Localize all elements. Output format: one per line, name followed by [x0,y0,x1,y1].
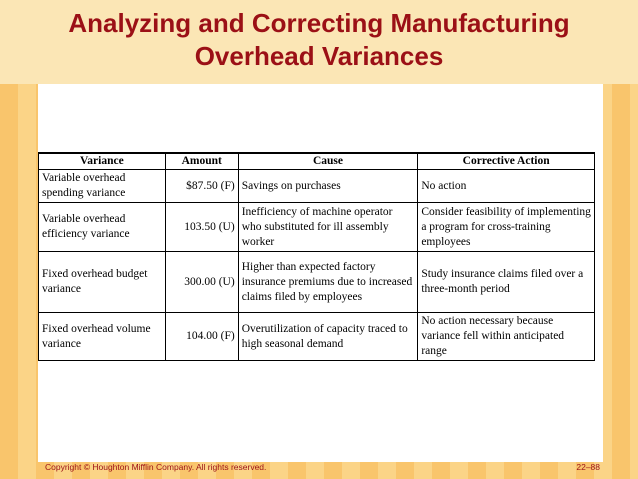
variance-cell: Variable overhead efficiency variance [39,203,166,252]
action-cell: No action [418,170,595,203]
slide-title [30,7,608,73]
amount-cell: 300.00 (U) [165,252,238,313]
title-line-1: Analyzing and Correcting Manufacturing [68,8,570,38]
amount-cell: $87.50 (F) [165,170,238,203]
title-line-2: Overhead Variances [194,41,444,71]
variance-cell: Variable overhead spending variance [39,170,166,203]
amount-cell: 104.00 (F) [165,313,238,361]
header-amount: Amount [165,153,238,170]
header-corrective-action: Corrective Action [418,153,595,170]
page-number: 22–88 [576,462,600,472]
header-variance: Variance [39,153,166,170]
header-cause: Cause [238,153,418,170]
action-cell: Consider feasibility of implementing a program for cross-training employees [418,203,595,252]
table-row [39,252,595,313]
variance-cell: Fixed overhead budget variance [39,252,166,313]
content-panel [38,84,603,462]
variance-cell: Fixed overhead volume variance [39,313,166,361]
variance-table [38,152,595,361]
table-row [39,170,595,203]
action-cell: Study insurance claims filed over a three-month period [418,252,595,313]
cause-cell: Inefficiency of machine operator who substituted for ill assembly worker [238,203,418,252]
action-cell: No action necessary because variance fell within anticipated range [418,313,595,361]
amount-cell: 103.50 (U) [165,203,238,252]
copyright-notice: Copyright © Houghton Mifflin Company. All rights reserved. [45,462,267,472]
table-header-row [39,153,595,170]
table-row [39,203,595,252]
table-row [39,313,595,361]
cause-cell: Higher than expected factory insurance premiums due to increased claims filed by employees [238,252,418,313]
cause-cell: Overutilization of capacity traced to high seasonal demand [238,313,418,361]
cause-cell: Savings on purchases [238,170,418,203]
